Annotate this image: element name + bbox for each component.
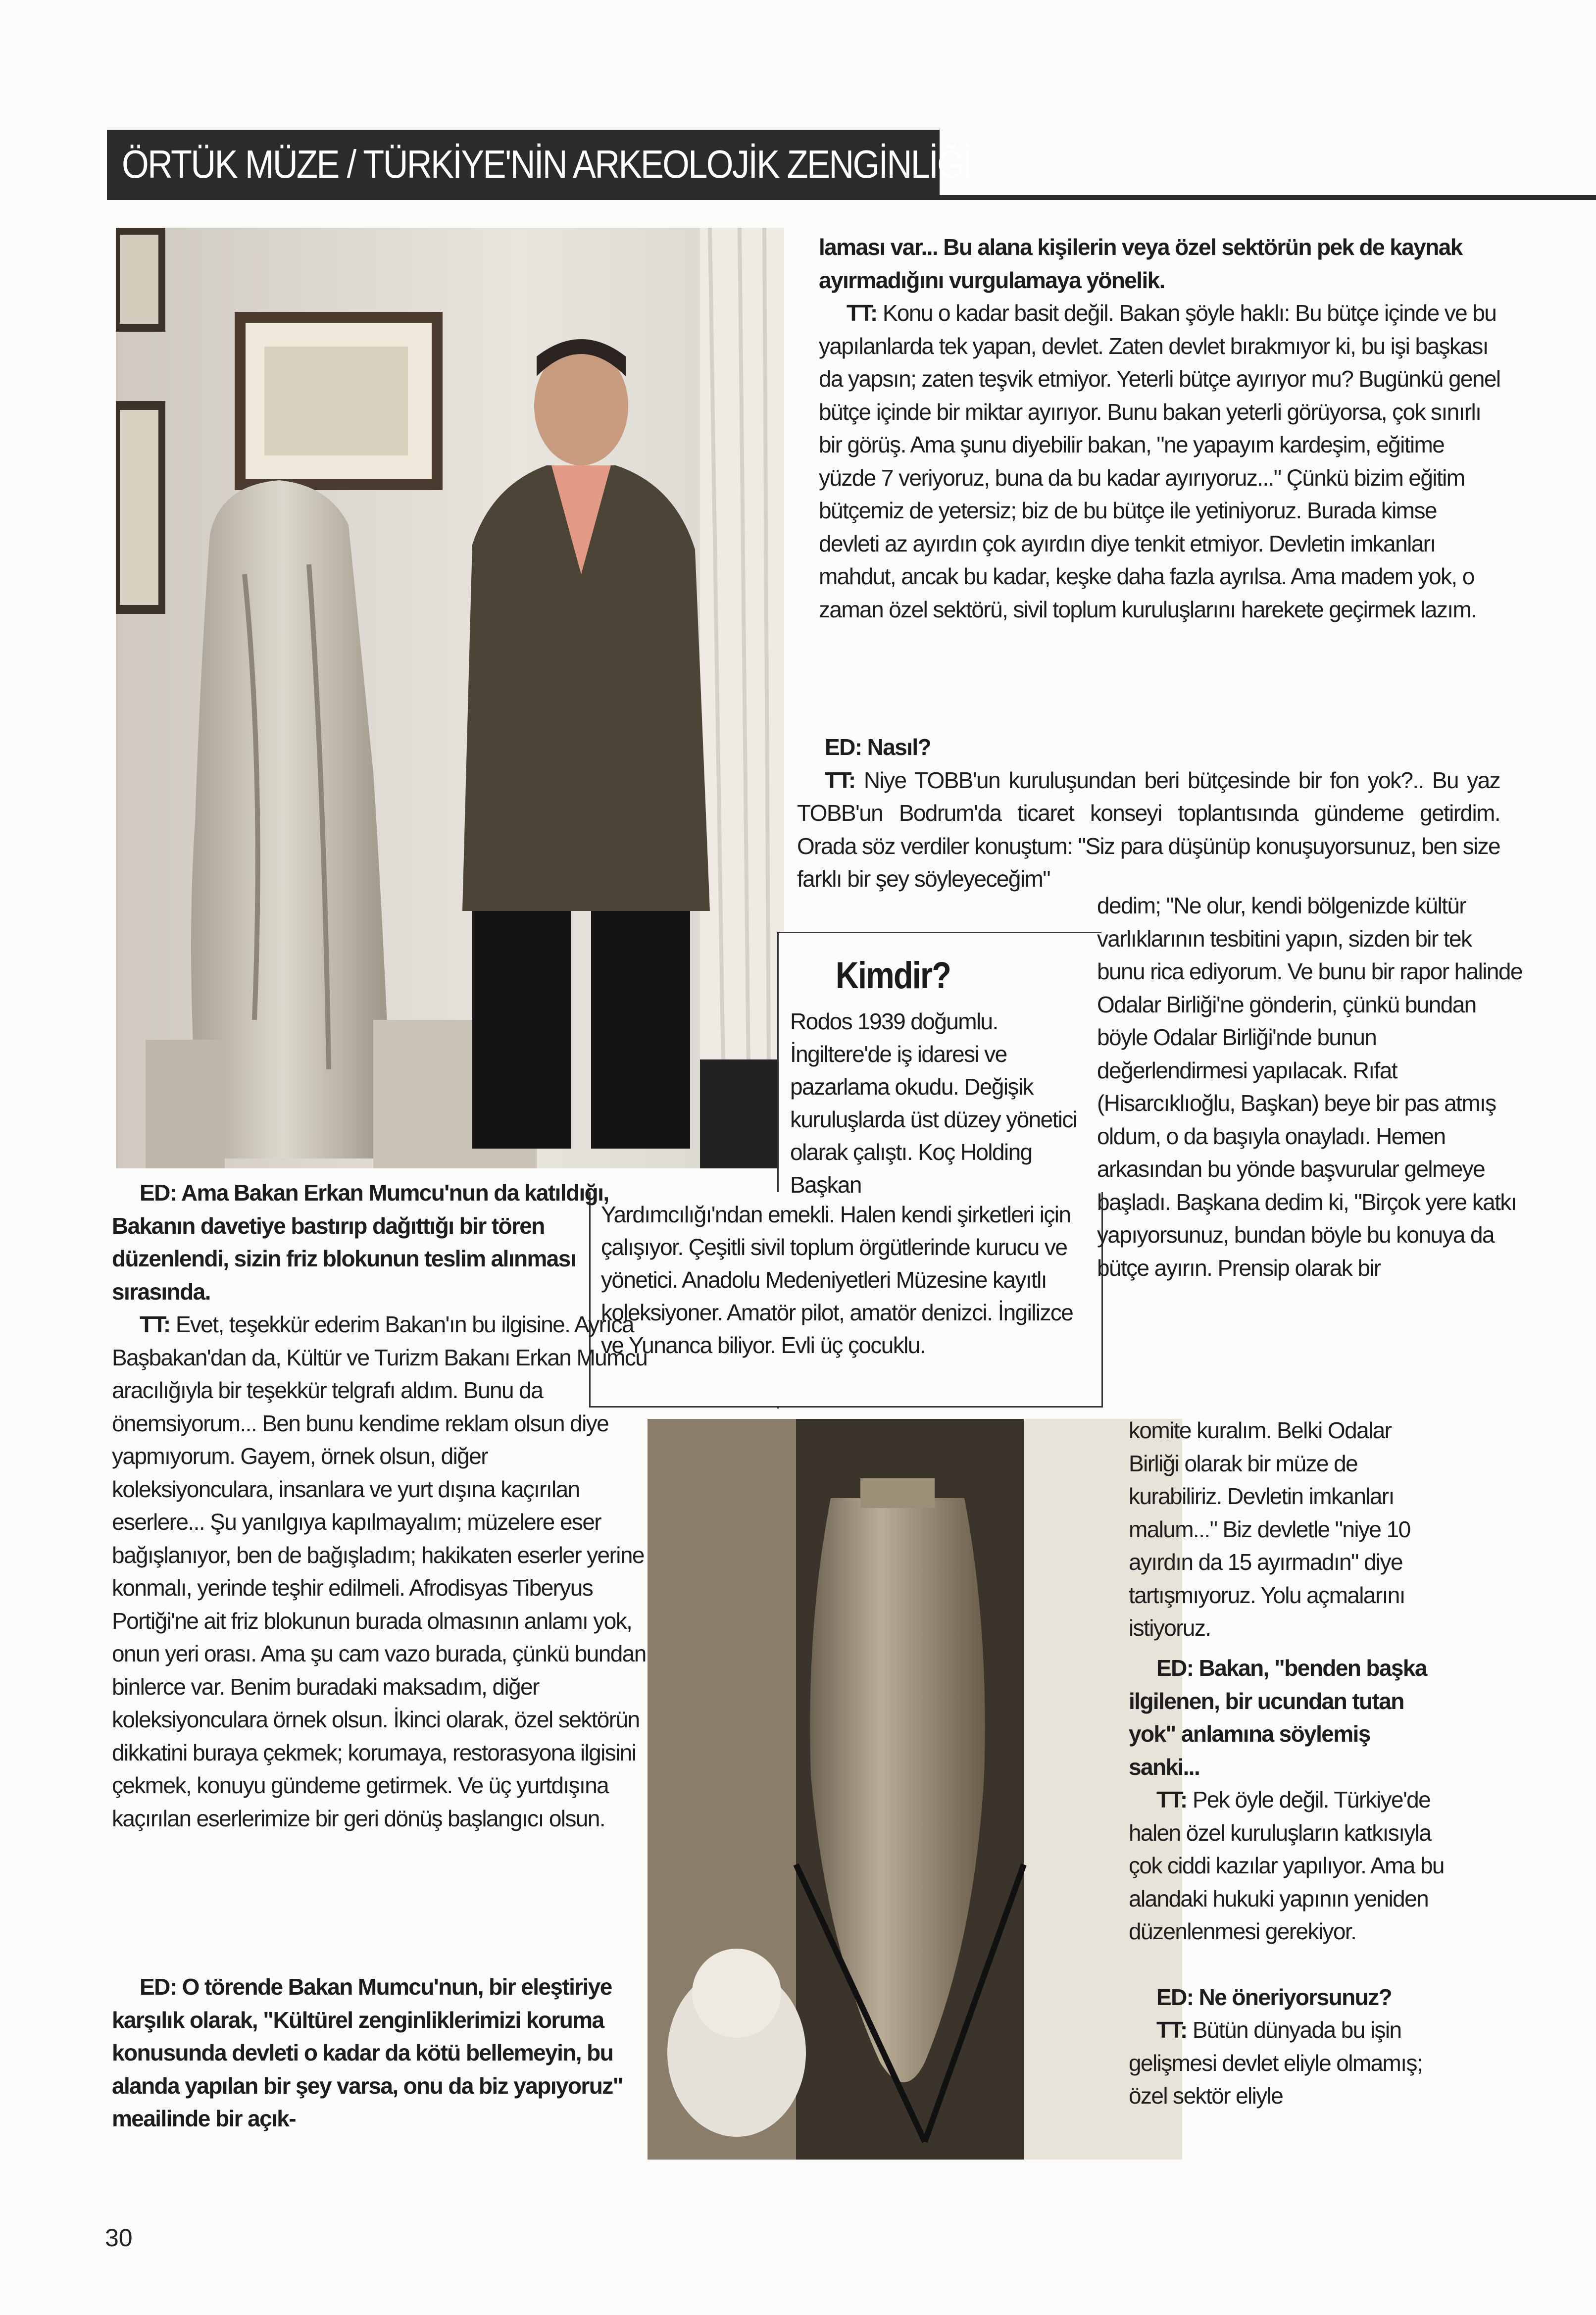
answer-text: Konu o kadar basit değil. Bakan şöyle haklı: Bu bütçe içinde ve bu yapılanlarda tek yapan, devlet. Zaten devlet bırakmıyor ki, bu işi başkası da yapsın; zaten teşvik etmiyor. Yeterli bütçe ayırıyor mu? Bugünkü genel bütçe içinde bir miktar ayırıyor. Bunu bakan yeterli görüyorsa, çok sınırlı bir görüş. Ama şunu diyebilir bakan, "ne yapayım kardeşim, eğitime yüzde 7 veriyoruz, buna da bu kadar ayırıyoruz..." Çünkü bizim eğitim bütçemiz de yetersiz; biz de bu bütçe ile yetiniyoruz. Burada kimse devleti az ayırdın çok ayırdın diye tenkit etmiyor. Devletin imkanları mahdut, ancak bu kadar, keşke daha fazla ayrılsa. Ama madem yok, o zaman özel sektörü, sivil toplum kuruluşlarını harekete geçirmek lazım. <box>819 300 1500 622</box>
answer-text: dedim; "Ne olur, kendi bölgenizde kültür varlıklarının tesbitini yapın, sizden bir tek bunu rica ediyorum. Ve bunu bir rapor halinde Odalar Birliği'ne gönderin, çünkü bundan böyle Odalar Birliği'nde bunun değerlendirmesi yapılacak. Rıfat (Hisarcıklıoğlu, Başkan) beye bir pas atmış oldum, o da başıyla onayladı. Hemen arkasından bu yönde başvurular gelmeye başladı. Başkana dedim ki, "Birçok yere katkı yapıyorsunuz, bundan böyle bu konuya da bütçe ayırın. Prensip olarak bir <box>1097 893 1522 1281</box>
speaker-label: TT: <box>825 767 855 793</box>
speaker-label: TT: <box>1156 2017 1187 2043</box>
answer-text: Pek öyle değil. Türkiye'de halen özel kuruluşların katkısıyla çok ciddi kazılar yapılıyor. Ama bu alandaki hukuki yapının yeniden düzenlenmesi gerekiyor. <box>1129 1787 1444 1944</box>
speaker-label: TT: <box>847 300 877 326</box>
answer-text: Niye TOBB'un kuruluşundan beri bütçesinde bir fon yok?.. Bu yaz TOBB'un Bodrum'da ticaret konseyi toplantısında gündeme getirdim. Orada söz verdiler konuştum: "Siz para düşünüp konuşuyorsunuz, ben size farklı bir şey söyleyeceğim" <box>797 767 1500 892</box>
speaker-label: TT: <box>1156 1787 1187 1812</box>
interview-column-top-right <box>819 231 1502 626</box>
speaker-label: TT: <box>140 1311 170 1337</box>
answer-text: Evet, teşekkür ederim Bakan'ın bu ilgisine. Ayrıca Başbakan'dan da, Kültür ve Turizm Bakanı Erkan Mumcu aracılığıyla bir teşekkür telgrafı aldım. Bunu da önemsiyorum... Ben bunu kendime reklam olsun diye yapmıyorum. Gayem, örnek olsun, diğer koleksiyonculara, insanlara ve yurt dışına kaçırılan eserlere... Şu yanılgıya kapılmayalım; müzelere eser bağışlanıyor, ben de bağışladım; hakikaten eserler yerine konmalı, yerinde teşhir edilmeli. Afrodisyas Tiberyus Portiği'ne ait friz blokunun burada olmasının anlamı yok, onun yeri orası. Ama şu cam vazo burada, çünkü bundan binlerce var. Benim buradaki maksadım, diğer koleksiyonculara örnek olsun. İkinci olarak, özel sektörün dikkatini buraya çekmek; korumaya, restorasyona ilgisini çekmek, konuyu gündeme getirmek. Ve üç yurtdışına kaçırılan eserlerimize bir geri dönüş başlangıcı olsun. <box>112 1311 648 1831</box>
answer-text: komite kuralım. Belki Odalar Birliği olarak bir müze de kurabiliriz. Devletin imkanları malum..." Biz devletle "niye 10 ayırdın da 15 ayırmadın" diye tartışmıyoruz. Yolu açmalarını istiyoruz. <box>1129 1417 1410 1641</box>
question-text: ED: Ne öneriyorsunuz? <box>1156 1984 1392 2010</box>
question-text: ED: Bakan, "benden başka ilgilenen, bir ucundan tutan yok" anlamına söylemiş sanki... <box>1129 1655 1427 1780</box>
interview-column-left <box>112 1176 648 1835</box>
interview-column-bottom-right <box>1129 1652 1446 2113</box>
bio-title: Kimdir? <box>836 955 951 997</box>
amphora-photo <box>648 1419 1182 2160</box>
interview-column-beside-bio <box>1097 889 1523 1284</box>
interview-column-beside-amphora <box>1129 1414 1446 1645</box>
page-number: 30 <box>105 2224 133 2252</box>
collector-photo <box>116 228 784 1168</box>
answer-text: Bütün dünyada bu işin gelişmesi devlet eliyle olmamış; özel sektör eliyle <box>1129 2017 1423 2109</box>
question-continued: laması var... Bu alana kişilerin veya özel sektörün pek de kaynak ayırmadığını vurgulamaya yönelik. <box>819 234 1462 293</box>
question-text: ED: Ama Bakan Erkan Mumcu'nun da katıldığı, Bakanın davetiye bastırıp dağıttığı bir tören düzenlendi, sizin friz blokunun teslim alınması sırasında. <box>112 1180 609 1305</box>
header-rule <box>107 195 1596 200</box>
question-text: ED: O törende Bakan Mumcu'nun, bir eleştiriye karşılık olarak, "Kültürel zenginliklerimizi koruma konusunda devleti o kadar da kötü bellemeyin, bu alanda yapılan bir şey varsa, onu da biz yapıyoruz" meailinde bir açık- <box>112 1974 623 2131</box>
amphora-photo-illustration <box>648 1419 1182 2160</box>
interview-column-left-question <box>112 1970 648 2135</box>
bio-text-upper: Rodos 1939 doğumlu. İngiltere'de iş idaresi ve pazarlama okudu. Değişik kuruluşlarda üst düzey yönetici olarak çalıştı. Koç Holding Başkan <box>790 1008 1077 1198</box>
interview-column-mid-right <box>797 731 1500 896</box>
bio-text-lower: Yardımcılığı'ndan emekli. Halen kendi şirketleri için çalışıyor. Çeşitli sivil toplum örgütlerinde kurucu ve yönetici. Anadolu Medeniyetleri Müzesine kayıtlı koleksiyoner. Amatör pilot, amatör denizci. İngilizce ve Yunanca biliyor. Evli üç çocuklu. <box>601 1202 1073 1358</box>
section-title: ÖRTÜK MÜZE / TÜRKİYE'NİN ARKEOLOJİK ZENGİNLİĞİ <box>122 142 972 186</box>
question-text: ED: Nasıl? <box>825 734 931 760</box>
collector-photo-illustration <box>116 228 784 1168</box>
